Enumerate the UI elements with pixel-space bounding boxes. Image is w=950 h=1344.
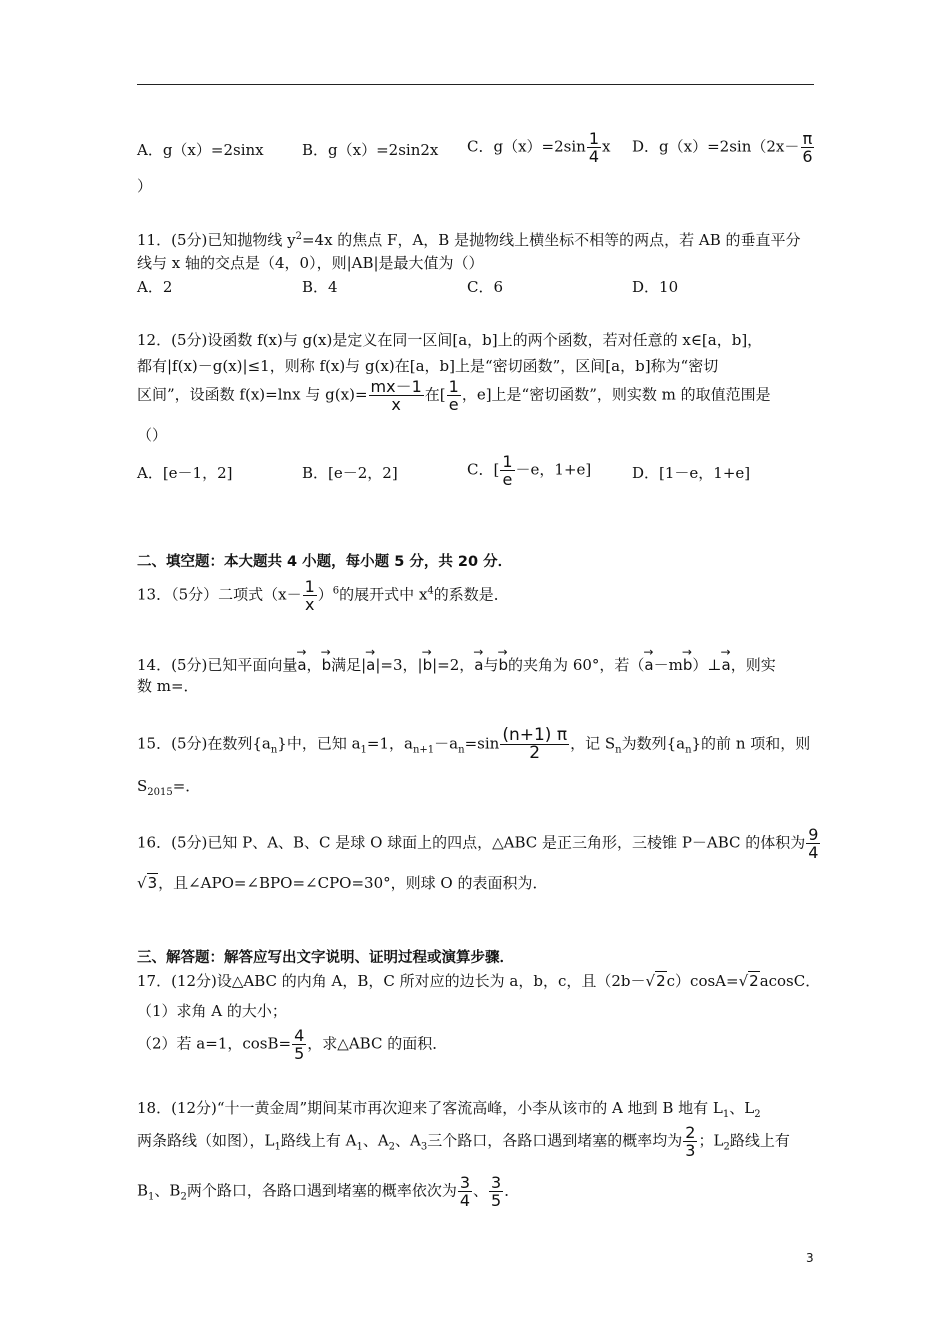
q12-option-d: D．[1－e，1+e] <box>632 464 751 482</box>
q12-line4: （） <box>137 426 168 444</box>
fraction: $\frac{2}{3}$ <box>685 1123 696 1160</box>
fraction: $\frac{1}{4}$ <box>588 129 599 166</box>
vector-b: → b <box>423 651 433 675</box>
vector-a: → a <box>297 651 306 675</box>
vector-a: → a <box>721 651 730 675</box>
q11-option-d: D．10 <box>632 278 679 296</box>
fraction: $\frac{3}{5}$ <box>491 1173 502 1210</box>
q16-line2: √3，且∠APO=∠BPO=∠CPO=30°，则球 O 的表面积为． <box>137 874 548 892</box>
vector-a: → a <box>474 651 483 675</box>
q17-line1: 17．(12分)设△ABC 的内角 A，B，C 所对应的边长为 a，b，c，且（2b－√2c）cosA=√2acosC． <box>137 972 821 990</box>
q11-option-a: A．2 <box>137 278 173 296</box>
q12-option-a: A．[e－1，2] <box>137 464 233 482</box>
vector-b: → b <box>499 651 509 675</box>
q14-line2: 数 m=． <box>137 677 199 695</box>
vector-b: → b <box>683 651 693 675</box>
q11-option-b: B．4 <box>302 278 338 296</box>
q12-line2: 都有|f(x)－g(x)|≤1，则称 f(x)与 g(x)在[a，b]上是“密切函数”，区间[a，b]称为“密切 <box>137 357 719 375</box>
fraction: $\frac{4}{5}$ <box>294 1026 305 1063</box>
section-2-heading: 二、填空题：本大题共 4 小题，每小题 5 分，共 20 分． <box>137 554 513 570</box>
fraction: $\frac{9}{4}$ <box>808 825 819 862</box>
fraction: $\frac{1}{x}$ <box>304 577 315 614</box>
sqrt: √2 <box>645 972 666 990</box>
vector-a: → a <box>366 651 375 675</box>
fraction: $\frac{1}{e}$ <box>502 452 513 489</box>
vector-b: → b <box>322 651 332 675</box>
q17-sub1: （1）求角 A 的大小； <box>137 1002 287 1020</box>
q18-line3: $B_1$、$B_2$两个路口，各路口遇到堵塞的概率依次为 $\frac{3}{4}$ 、 $\frac{3}{5}$ ． <box>137 1173 520 1210</box>
sqrt: √3 <box>137 874 158 892</box>
q13-line: 13．（5分）二项式（x－ $\frac{1}{x}$ ）$^6$的展开式中 $x^4$的系数是． <box>137 577 509 614</box>
q12-line1: 12．(5分)设函数 f(x)与 g(x)是定义在同一区间[a，b]上的两个函数，若对任意的 x∈[a，b]， <box>137 331 763 349</box>
q17-sub2: （2）若 a=1，cosB= $\frac{4}{5}$ ，求△ABC 的面积． <box>137 1026 448 1063</box>
q16-line1: 16．(5分)已知 P、A、B、C 是球 O 球面上的四点，△ABC 是正三角形，三棱锥 P－ABC 的体积为 $\frac{9}{4}$ <box>137 825 819 862</box>
q12-option-c: C．[ $\frac{1}{e}$ －e，1+e] <box>467 452 592 489</box>
q18-line1: 18．(12分)“十一黄金周”期间某市再次迎来了客流高峰，小李从该市的 A 地到 B 地有 $L_1$、$L_2$ <box>137 1099 761 1120</box>
q10-option-a: A．g（x）=2sinx <box>137 141 264 159</box>
page-number: 3 <box>806 1251 814 1265</box>
q11-line1: 11．(5分)已知抛物线 $y^2=4x$ 的焦点 F，A，B 是抛物线上横坐标不相等的两点，若 AB 的垂直平分 <box>137 231 801 249</box>
section-3-heading: 三、解答题：解答应写出文字说明、证明过程或演算步骤． <box>137 950 514 966</box>
q11-option-c: C．6 <box>467 278 504 296</box>
fraction: $\frac{(n+1) \pi}{2}$ <box>502 725 568 763</box>
fraction: $\frac{mx-1}{x}$ <box>370 377 422 414</box>
q12-option-b: B．[e－2，2] <box>302 464 398 482</box>
header-rule <box>137 84 814 85</box>
vector-a: → a <box>644 651 653 675</box>
q10-option-b: B．g（x）=2sin2x <box>302 141 439 159</box>
q18-line2: 两条路线（如图），$L_1$路线上有 $A_1$、$A_2$、$A_3$三个路口，各路口遇到堵塞的概率均为 $\frac{2}{3}$ ；$L_2$路线上有 <box>137 1123 790 1160</box>
fraction: $\frac{\pi}{6}$ <box>802 129 813 166</box>
fraction: $\frac{3}{4}$ <box>459 1173 471 1210</box>
q14-line1: 14．(5分)已知平面向量→ a，→ b满足|→ a|=3，|→ b|=2，→ a与→ b的夹角为 60°，若（→ a－m→ b）⊥→ a，则实 <box>137 651 776 675</box>
q10-close-paren: ） <box>137 177 153 195</box>
q10-option-c: C．g（x）=2sin $\frac{1}{4}$ x <box>467 129 611 166</box>
q10-option-d: D．g（x）=2sin（2x－ $\frac{\pi}{6}$ <box>632 129 813 166</box>
fraction: $\frac{1}{e}$ <box>448 377 459 414</box>
q11-line2: 线与 x 轴的交点是（4，0），则|AB|是最大值为（） <box>137 254 484 272</box>
sqrt: √2 <box>738 972 759 990</box>
q15-line2: $S_{2015}=$． <box>137 777 201 798</box>
q15-line1: 15．(5分)在数列$\{a_n\}$中，已知 $a_1=1$，$a_{n+1}-a_n=\sin$ $\frac{(n+1) \pi}{2}$ ，记 $S_n$为数列$\{a_n\}$的前 n 项和，则 <box>137 725 811 763</box>
q12-line3: 区间”，设函数 f(x)=lnx 与 g(x)= $\frac{mx-1}{x}$ 在[ $\frac{1}{e}$ ，e]上是“密切函数”，则实数 m 的取值范围是 <box>137 377 771 414</box>
